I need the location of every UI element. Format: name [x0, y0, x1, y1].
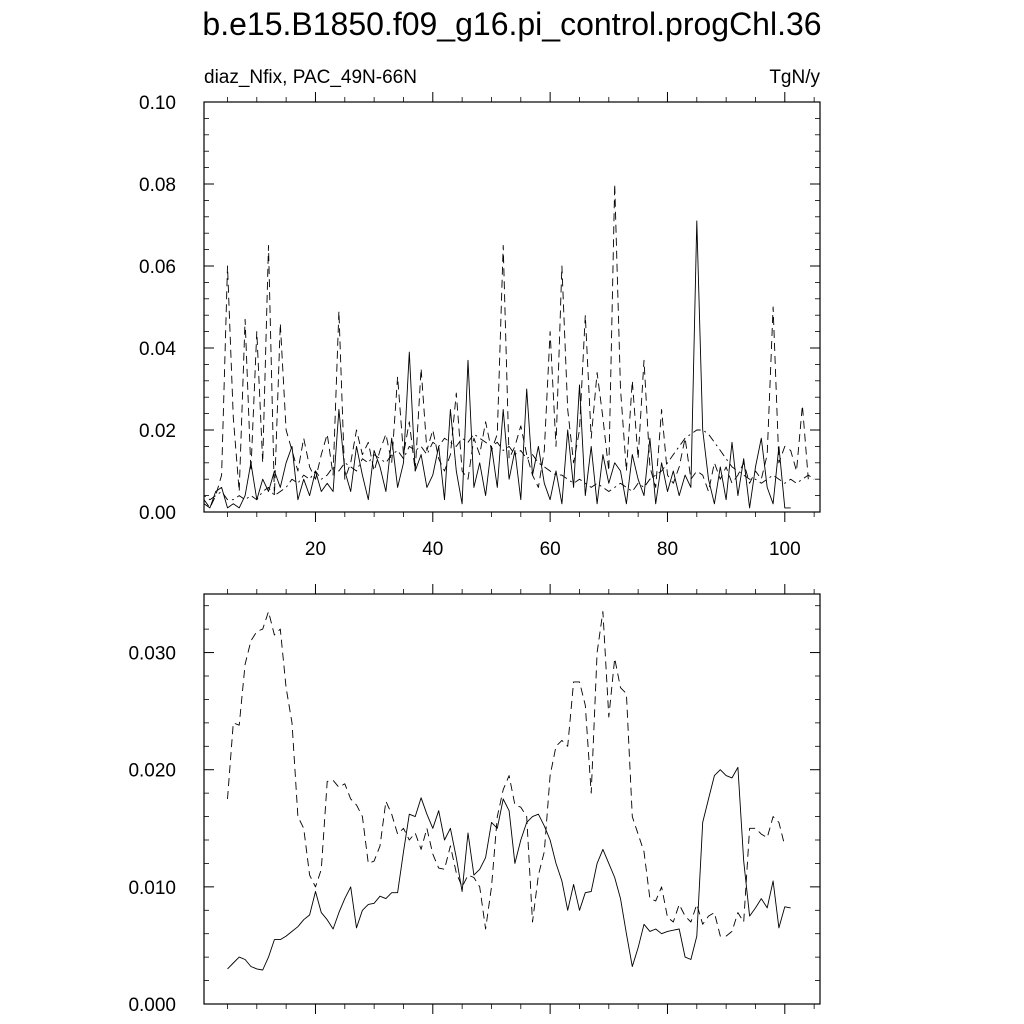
bottom-panel-ticks: [128, 584, 820, 1016]
top-panel: [139, 67, 820, 560]
y-tick-label: 0.08: [139, 175, 176, 196]
y-tick-label: 0.010: [128, 877, 176, 899]
y-tick-label: 0.06: [139, 257, 176, 278]
top-panel-series: [204, 184, 814, 508]
y-tick-label: 0.000: [128, 995, 176, 1016]
bottom-series-solid-line: [228, 767, 791, 970]
x-tick-label: 60: [539, 539, 561, 560]
bottom-series-dash-line: [228, 612, 785, 937]
page-title: b.e15.B1850.f09_g16.pi_control.progChl.36: [202, 6, 822, 42]
x-tick-label: 80: [656, 539, 679, 560]
top-series-solid-line: [204, 221, 791, 508]
y-tick-label: 0.10: [139, 93, 176, 114]
x-tick-label: 40: [422, 539, 444, 560]
x-tick-label: 100: [768, 539, 801, 560]
bottom-panel: [128, 584, 820, 1016]
top-panel-left-label: diaz_Nfix, PAC_49N-66N: [204, 67, 417, 88]
y-tick-label: 0.030: [128, 643, 176, 665]
y-tick-label: 0.02: [139, 421, 176, 442]
top-panel-ticks: [139, 92, 820, 560]
y-tick-label: 0.04: [139, 339, 176, 360]
y-tick-label: 0.00: [139, 503, 176, 524]
top-panel-units-label: TgN/y: [769, 67, 820, 88]
top-series-dot-dash-line: [204, 430, 814, 500]
top-series-dash-line: [204, 184, 808, 508]
y-tick-label: 0.020: [128, 760, 176, 782]
x-tick-label: 20: [304, 539, 327, 560]
bottom-panel-series: [228, 612, 791, 970]
